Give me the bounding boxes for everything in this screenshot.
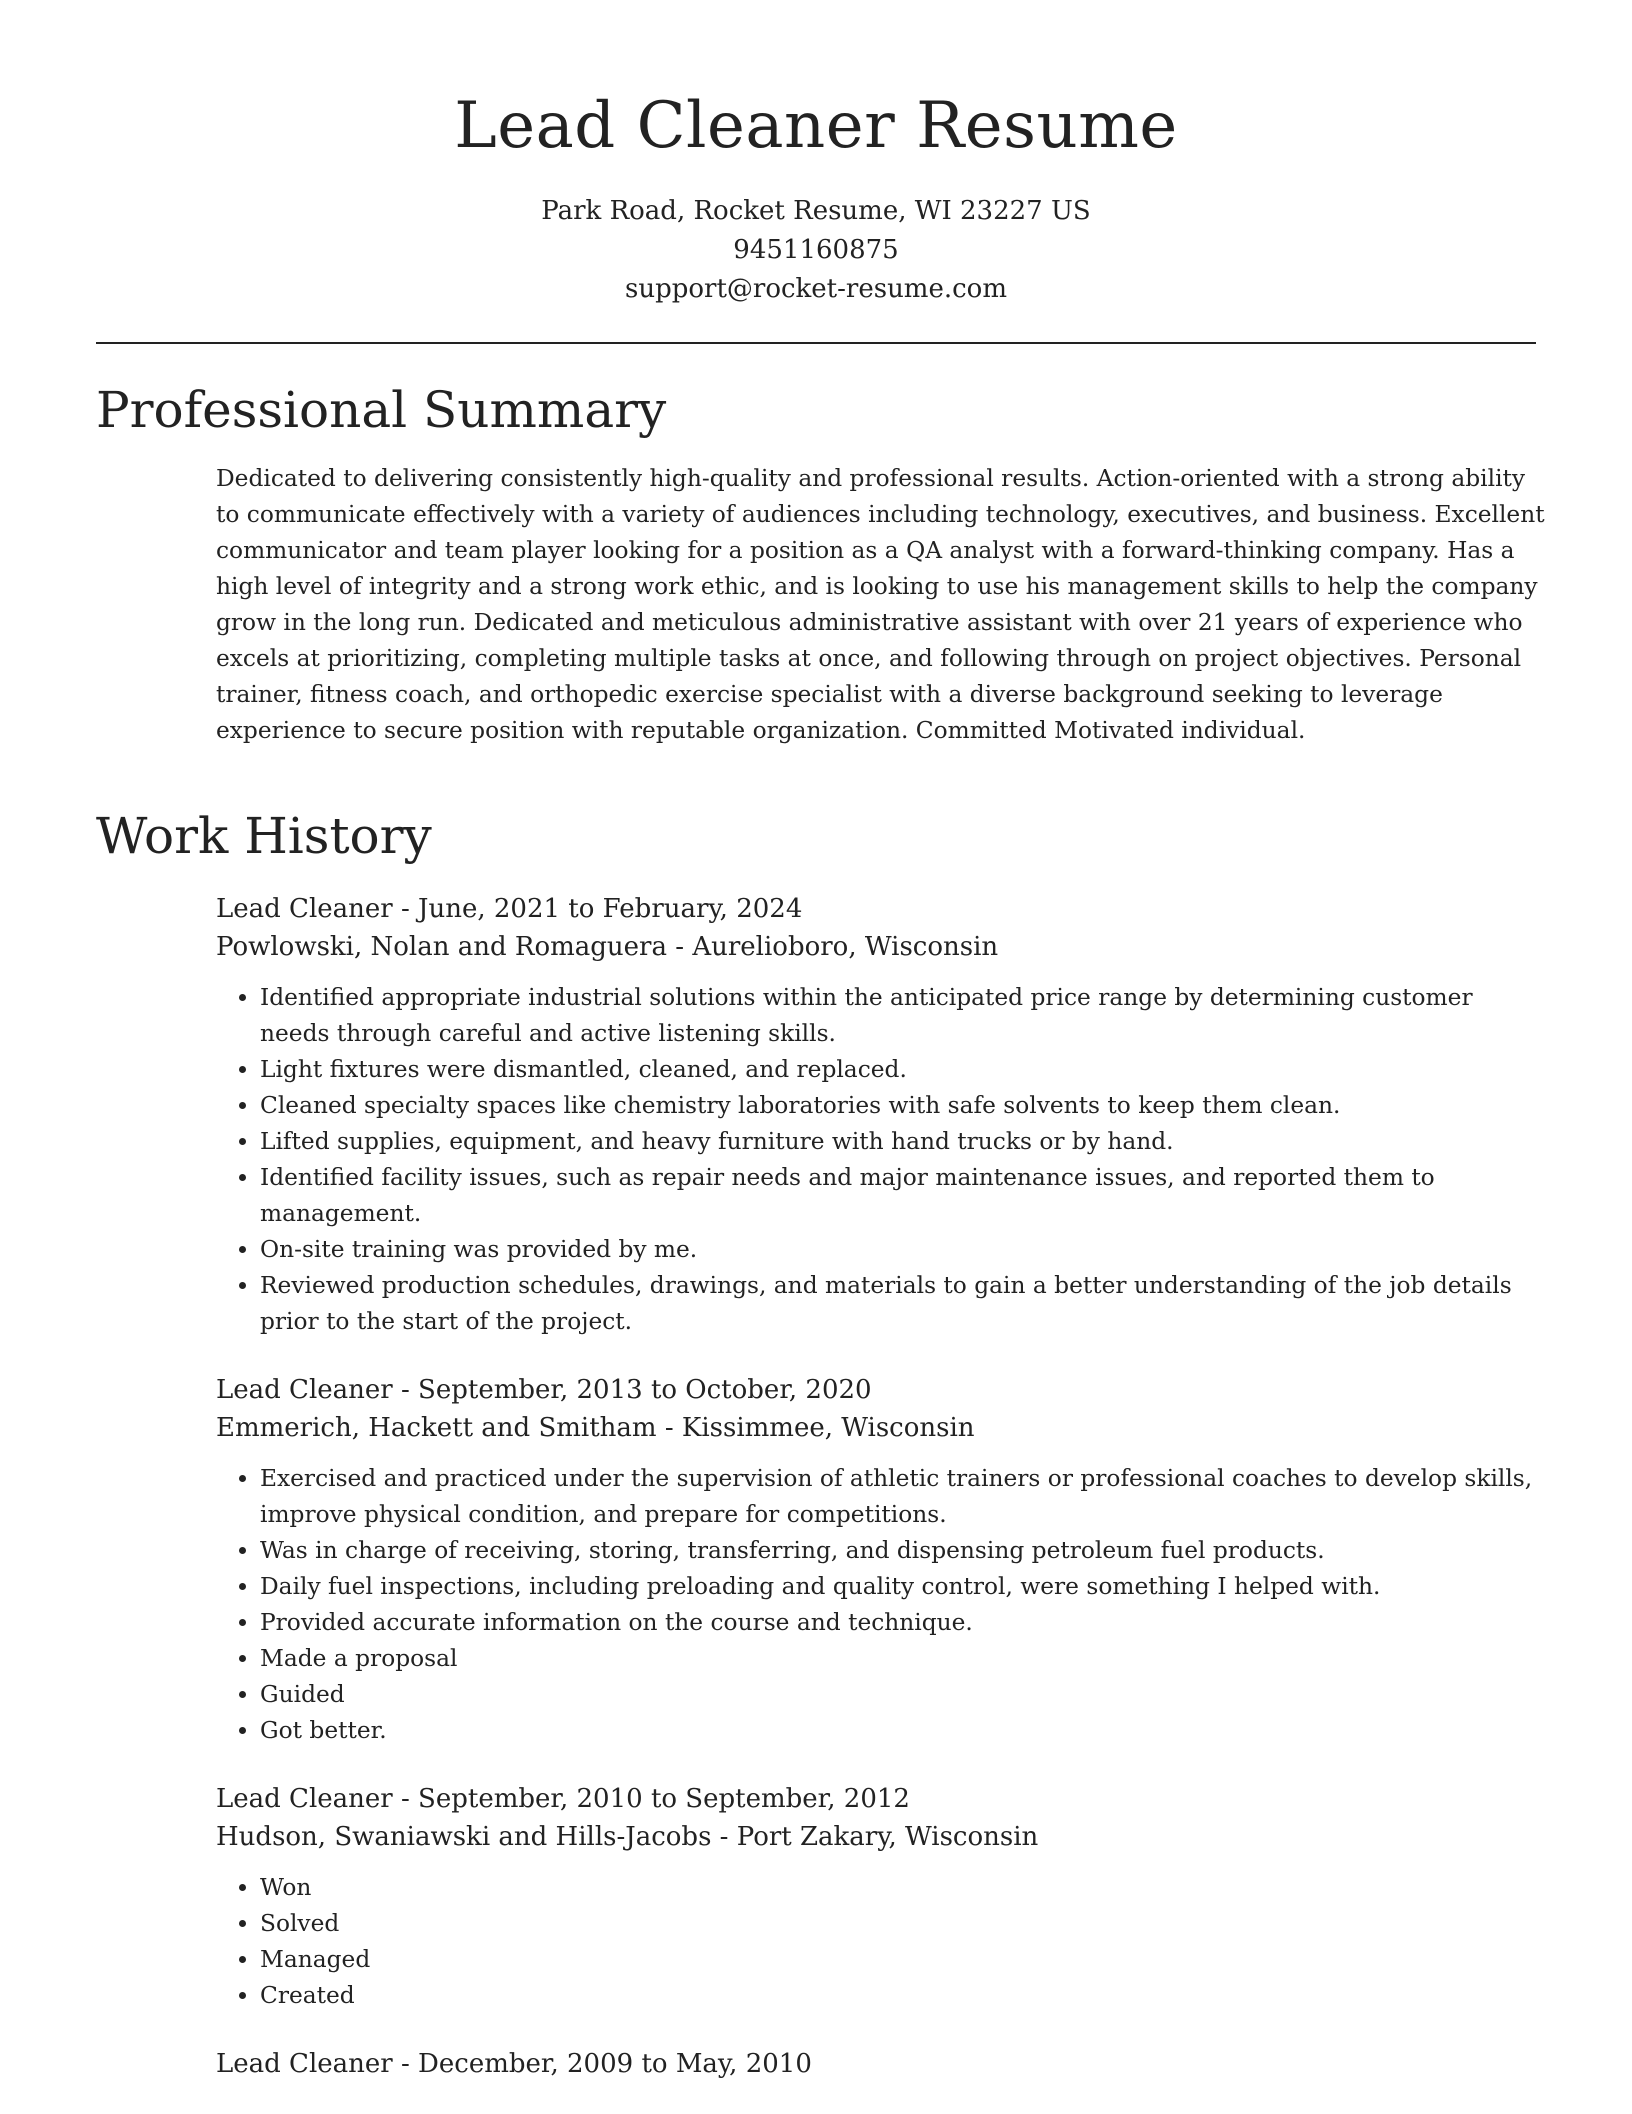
bullet-item: • Provided accurate information on the course and technique. [260, 1605, 1536, 1641]
work-history-heading: Work History [96, 807, 432, 865]
bullet-item: • Cleaned specialty spaces like chemistry laboratories with safe solvents to keep them clean. [260, 1088, 1536, 1124]
bullet-item: • Identified facility issues, such as repair needs and major maintenance issues, and reported them to management. [260, 1160, 1536, 1232]
job-location: Kissimmee, Wisconsin [681, 1413, 975, 1443]
bullet-item: • Exercised and practiced under the supervision of athletic trainers or professional coaches to develop skills, improve physical condition, and prepare for competitions. [260, 1461, 1536, 1533]
job-company-line: Powlowski, Nolan and Romaguera - Aurelioboro, Wisconsin [216, 932, 999, 962]
bullet-item: • Identified appropriate industrial solutions within the anticipated price range by determining customer needs through careful and active listening skills. [260, 980, 1536, 1052]
phone: 9451160875 [733, 235, 899, 265]
header-divider [96, 342, 1536, 344]
job-location: Port Zakary, Wisconsin [736, 1822, 1039, 1852]
job-bullets [216, 1461, 1536, 1749]
job-company: Emmerich, Hackett and Smitham [216, 1413, 657, 1443]
resume-title: Lead Cleaner Resume [454, 89, 1178, 163]
job-company-line: Emmerich, Hackett and Smitham - Kissimmee, Wisconsin [216, 1413, 975, 1443]
contact-block [0, 192, 1632, 309]
bullet-item: • Managed [260, 1942, 1536, 1978]
bullet-item: • Reviewed production schedules, drawings, and materials to gain a better understanding of the job details prior to the start of the project. [260, 1268, 1536, 1340]
job-role: Lead Cleaner [216, 894, 393, 924]
job-dates: September, 2010 to September, 2012 [418, 1784, 910, 1814]
bullet-item: • Solved [260, 1906, 1536, 1942]
bullet-item: • Created [260, 1978, 1536, 2014]
job-title-line: Lead Cleaner - September, 2010 to September, 2012 [216, 1784, 910, 1814]
job-entry [216, 890, 1536, 1340]
job-company: Powlowski, Nolan and Romaguera [216, 932, 667, 962]
job-bullets [216, 980, 1536, 1340]
job-company: Hudson, Swaniawski and Hills-Jacobs [216, 1822, 712, 1852]
bullet-item: • Lifted supplies, equipment, and heavy furniture with hand trucks or by hand. [260, 1124, 1536, 1160]
job-bullets [216, 1870, 1536, 2014]
job-role: Lead Cleaner [216, 2049, 393, 2079]
job-title-line: Lead Cleaner - June, 2021 to February, 2024 [216, 894, 803, 924]
bullet-item: • Light fixtures were dismantled, cleaned, and replaced. [260, 1052, 1536, 1088]
bullet-item: • Was in charge of receiving, storing, transferring, and dispensing petroleum fuel products. [260, 1533, 1536, 1569]
bullet-item: • Made a proposal [260, 1641, 1536, 1677]
job-dates: June, 2021 to February, 2024 [418, 894, 803, 924]
job-company-line: Hudson, Swaniawski and Hills-Jacobs - Port Zakary, Wisconsin [216, 1822, 1039, 1852]
summary-text: Dedicated to delivering consistently high-quality and professional results. Action-oriented with a strong ability to communicate effectively with a variety of audiences including technology, executives, and business. Excellent communicator and team player looking for a position as a QA analyst with a forward-thinking company. Has a high level of integrity and a strong work ethic, and is looking to use his management skills to help the company grow in the long run. Dedicated and meticulous administrative assistant with over 21 years of experience who excels at prioritizing, completing multiple tasks at once, and following through on project objectives. Personal trainer, fitness coach, and orthopedic exercise specialist with a diverse background seeking to leverage experience to secure position with reputable organization. Committed Motivated individual. [216, 465, 1545, 744]
bullet-item: • Got better. [260, 1713, 1536, 1749]
job-entry [216, 2045, 1536, 2083]
address: Park Road, Rocket Resume, WI 23227 US [541, 196, 1091, 226]
bullet-item: • Daily fuel inspections, including preloading and quality control, were something I helped with. [260, 1569, 1536, 1605]
resume-header [0, 0, 1632, 309]
summary-heading: Professional Summary [96, 381, 667, 439]
bullet-item: • On-site training was provided by me. [260, 1232, 1536, 1268]
job-role: Lead Cleaner [216, 1784, 393, 1814]
bullet-item: • Won [260, 1870, 1536, 1906]
job-title-line: Lead Cleaner - September, 2013 to October, 2020 [216, 1375, 872, 1405]
bullet-item: • Guided [260, 1677, 1536, 1713]
job-dates: September, 2013 to October, 2020 [418, 1375, 872, 1405]
job-entry [216, 1371, 1536, 1749]
work-history-list [216, 890, 1536, 2114]
job-location: Aurelioboro, Wisconsin [692, 932, 999, 962]
job-entry [216, 1780, 1536, 2014]
job-title-line: Lead Cleaner - December, 2009 to May, 2010 [216, 2049, 812, 2079]
job-dates: December, 2009 to May, 2010 [418, 2049, 812, 2079]
email: support@rocket-resume.com [624, 274, 1007, 304]
job-role: Lead Cleaner [216, 1375, 393, 1405]
